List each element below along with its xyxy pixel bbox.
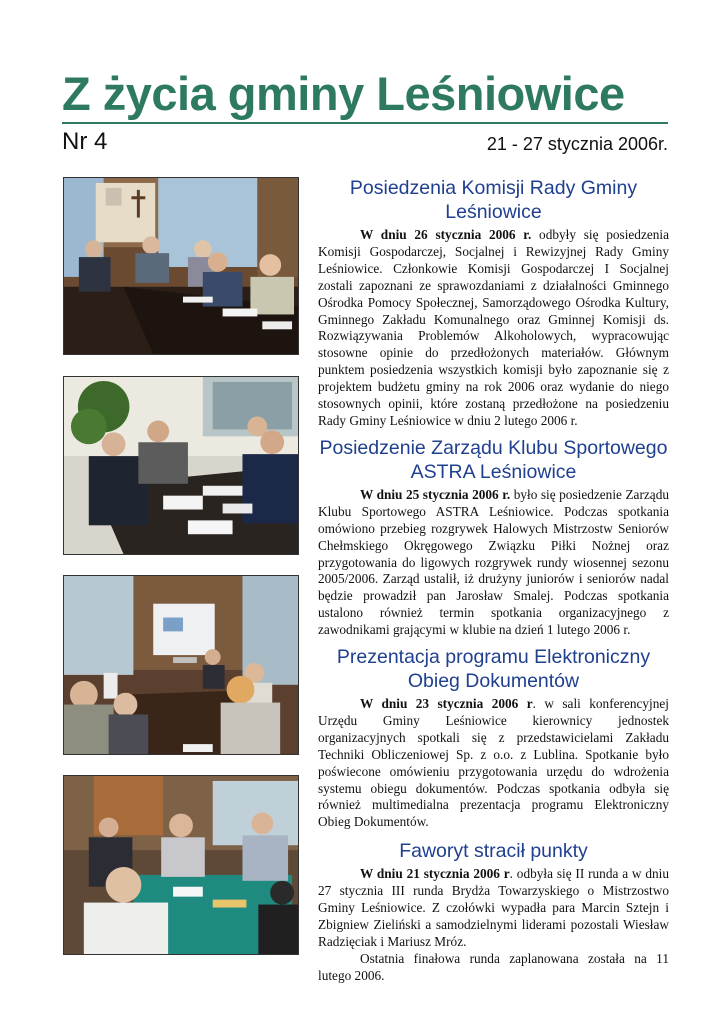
article-bridge [318,839,669,984]
issue-row [62,124,668,154]
photo-bridge-tournament [63,775,299,955]
article-body [318,487,669,639]
article-sports-club [318,436,669,639]
article-heading: Posiedzenia Komisji Rady Gminy Leśniowice [349,177,638,223]
article-text: . w sali konferencyjnej Urzędu Gminy Leśniowice kierownicy jednostek organizacyjnych spotkali się z przedstawicielami Zakładu Techniki Obliczeniowej Sp. z o.o. z Lublina. Spotkanie było poświecone omówieniu przygotowania urzędu do wdrożenia systemu obiegu dokumentów. Podczas spotkania odbyła się również multimedialna prezentacja programu Elektroniczny Obieg Dokumentów. [318,696,669,830]
photo-presentation [63,575,299,755]
article-heading: Faworyt stracił punkty [399,840,588,863]
article-lead: W dniu 26 stycznia 2006 r. [360,227,532,242]
article-committee [318,176,669,430]
article-text: . odbyła się II runda a w dniu 27 stycznia III runda Brydża Towarzyskiego o Mistrzostwo Gminy Leśniowice. Z czołówki wypadła para Marcin Sztejn i Zbigniew Zieliński a samodzielnymi liderami pozostali Wiesław Radzięciak i Mariusz Mróz. [318,866,669,949]
articles-column [318,176,669,985]
article-presentation [318,645,669,831]
article-closing: Ostatnia finałowa runda zaplanowana została na 11 lutego 2006. [318,950,669,983]
article-text: odbyły się posiedzenia Komisji Gospodarczej, Socjalnej i Rewizyjnej Rady Gminy Leśniowice. Członkowie Komisji Gospodarczej I Socjalnej zostali zapoznani ze sprawozdaniami z działalności Gminnego Ośrodka Pomocy Społecznej, Samorządowego Ośrodka Kultury, Gminnego Zakładu Komunalnego oraz Gminnej Komisji ds. Rozwiązywania Problemów Alkoholowych, wypracowując stosowne opinie do przedłożonych materiałów. Głównym punktem posiedzenia wszystkich komisji było zapoznanie się z projektem budżetu gminy na rok 2006 oraz wydanie do niego stosownych opinii, które zostaną przedłożone na posiedzeniu Rady Gminy Leśniowice w dniu 2 lutego 2006 r. [318,227,669,428]
article-lead: W dniu 23 stycznia 2006 r [360,696,533,712]
issue-number: Nr 4 [62,128,108,155]
article-text: było się posiedzenie Zarządu Klubu Sportowego ASTRA Leśniowice. Podczas spotkania omówiono przebieg rozgrywek Halowych Mistrzostw Seniorów Chełmskiego Okręgowego Związku Piłki Nożnej oraz przygotowania do ligowych rozgrywek rundy wiosennej sezonu 2005/2006. Zarząd ustalił, iż drużyny juniorów i seniorów nadal będzie prowadził pan Jarosław Smalej. Podczas spotkania ustalono również termin spotkania organizacyjnego z zawodnikami grającymi w klubie na dzień 1 lutego 2006 r. [318,486,669,638]
newsletter-title: Z życia gminy Leśniowice [62,67,625,120]
article-body [318,866,669,951]
article-heading: Posiedzenie Zarządu Klubu Sportowego ASTRA Leśniowice [319,436,668,483]
article-body [318,227,669,430]
article-lead: W dniu 21 stycznia 2006 r [360,866,510,882]
photo-board-meeting [63,376,299,555]
masthead [62,66,668,154]
article-heading: Prezentacja programu Elektroniczny Obieg Dokumentów [336,646,651,693]
photo-committee-meeting [63,177,299,355]
issue-date: 21 - 27 stycznia 2006r. [486,134,668,154]
article-lead: W dniu 25 stycznia 2006 r. [360,486,511,502]
article-body [318,696,669,831]
